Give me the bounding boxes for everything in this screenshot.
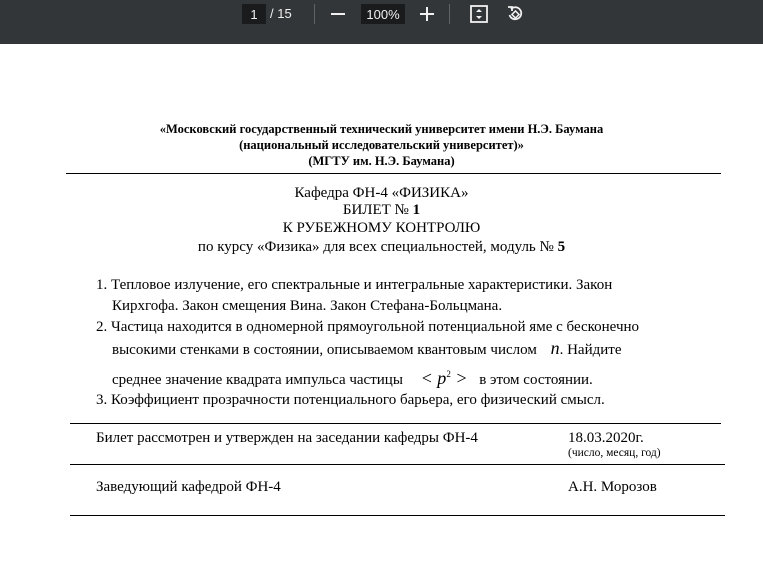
approval-top-divider (70, 423, 721, 424)
question-2-line3-end: в этом состоянии. (479, 372, 593, 388)
head-of-department-title: Заведующий кафедрой ФН-4 (96, 479, 281, 495)
document-page (0, 44, 763, 577)
question-1-line1: 1. Тепловое излучение, его спектральные и интегральные характеристики. Закон (96, 277, 613, 293)
quantum-number-variable: n (550, 338, 560, 358)
university-name-line1: «Московский государственный технический университет имени Н.Э. Баумана (159, 122, 604, 136)
header-divider (66, 173, 721, 174)
question-2-line2 (112, 338, 621, 361)
question-2-line1: 2. Частица находится в одномерной прямоугольной потенциальной яме с бесконечно (96, 319, 640, 335)
formula-open: < p (420, 368, 447, 388)
question-2-line3 (112, 364, 593, 391)
approval-bottom-divider (70, 464, 725, 465)
university-name-line2: (национальный исследовательский университет)» (239, 138, 524, 152)
momentum-formula (421, 368, 468, 388)
plus-icon (420, 7, 434, 21)
zoom-in-button[interactable] (415, 2, 439, 26)
department-title: Кафедра ФН-4 «ФИЗИКА» (294, 185, 469, 201)
approval-text: Билет рассмотрен и утвержден на заседании кафедры ФН-4 (96, 430, 478, 446)
course-prefix: по курсу «Физика» для всех специальностей, модуль № (197, 239, 558, 255)
ticket-title (0, 202, 763, 219)
fit-to-page-button[interactable] (467, 2, 491, 26)
toolbar-divider (449, 4, 450, 24)
question-2-line2-end: . Найдите (559, 342, 622, 358)
ticket-prefix: БИЛЕТ № (342, 202, 413, 218)
rotate-icon (506, 5, 524, 23)
ticket-number: 1 (412, 202, 421, 218)
page-number-input[interactable] (242, 4, 266, 24)
question-1-line2: Кирхгофа. Закон смещения Вина. Закон Стефана-Больцмана. (112, 298, 503, 314)
course-line (0, 239, 763, 256)
formula-close: > (450, 368, 468, 388)
signature-divider (70, 515, 725, 516)
question-2-line3-text: среднее значение квадрата импульса частицы (112, 372, 403, 388)
question-3: 3. Коэффициент прозрачности потенциального барьера, его физический смысл. (96, 392, 605, 408)
rotate-button[interactable] (503, 2, 527, 26)
approval-date: 18.03.2020г. (568, 430, 644, 446)
page-total-label: / 15 (270, 6, 292, 21)
zoom-out-button[interactable] (326, 2, 350, 26)
toolbar-divider (314, 4, 315, 24)
university-abbrev: (МГТУ им. Н.Э. Баумана) (308, 154, 455, 168)
pdf-toolbar (0, 0, 763, 44)
module-number: 5 (557, 239, 566, 255)
fit-page-icon (470, 5, 488, 23)
date-caption: (число, месяц, год) (568, 447, 661, 459)
question-2-line2-text: высокими стенками в состоянии, описываемом квантовым числом (112, 342, 537, 358)
control-title: К РУБЕЖНОМУ КОНТРОЛЮ (282, 220, 481, 236)
minus-icon (331, 7, 345, 21)
head-of-department-name: А.Н. Морозов (568, 479, 657, 495)
formula-exponent: 2 (446, 369, 451, 379)
zoom-level-input[interactable] (361, 4, 405, 24)
